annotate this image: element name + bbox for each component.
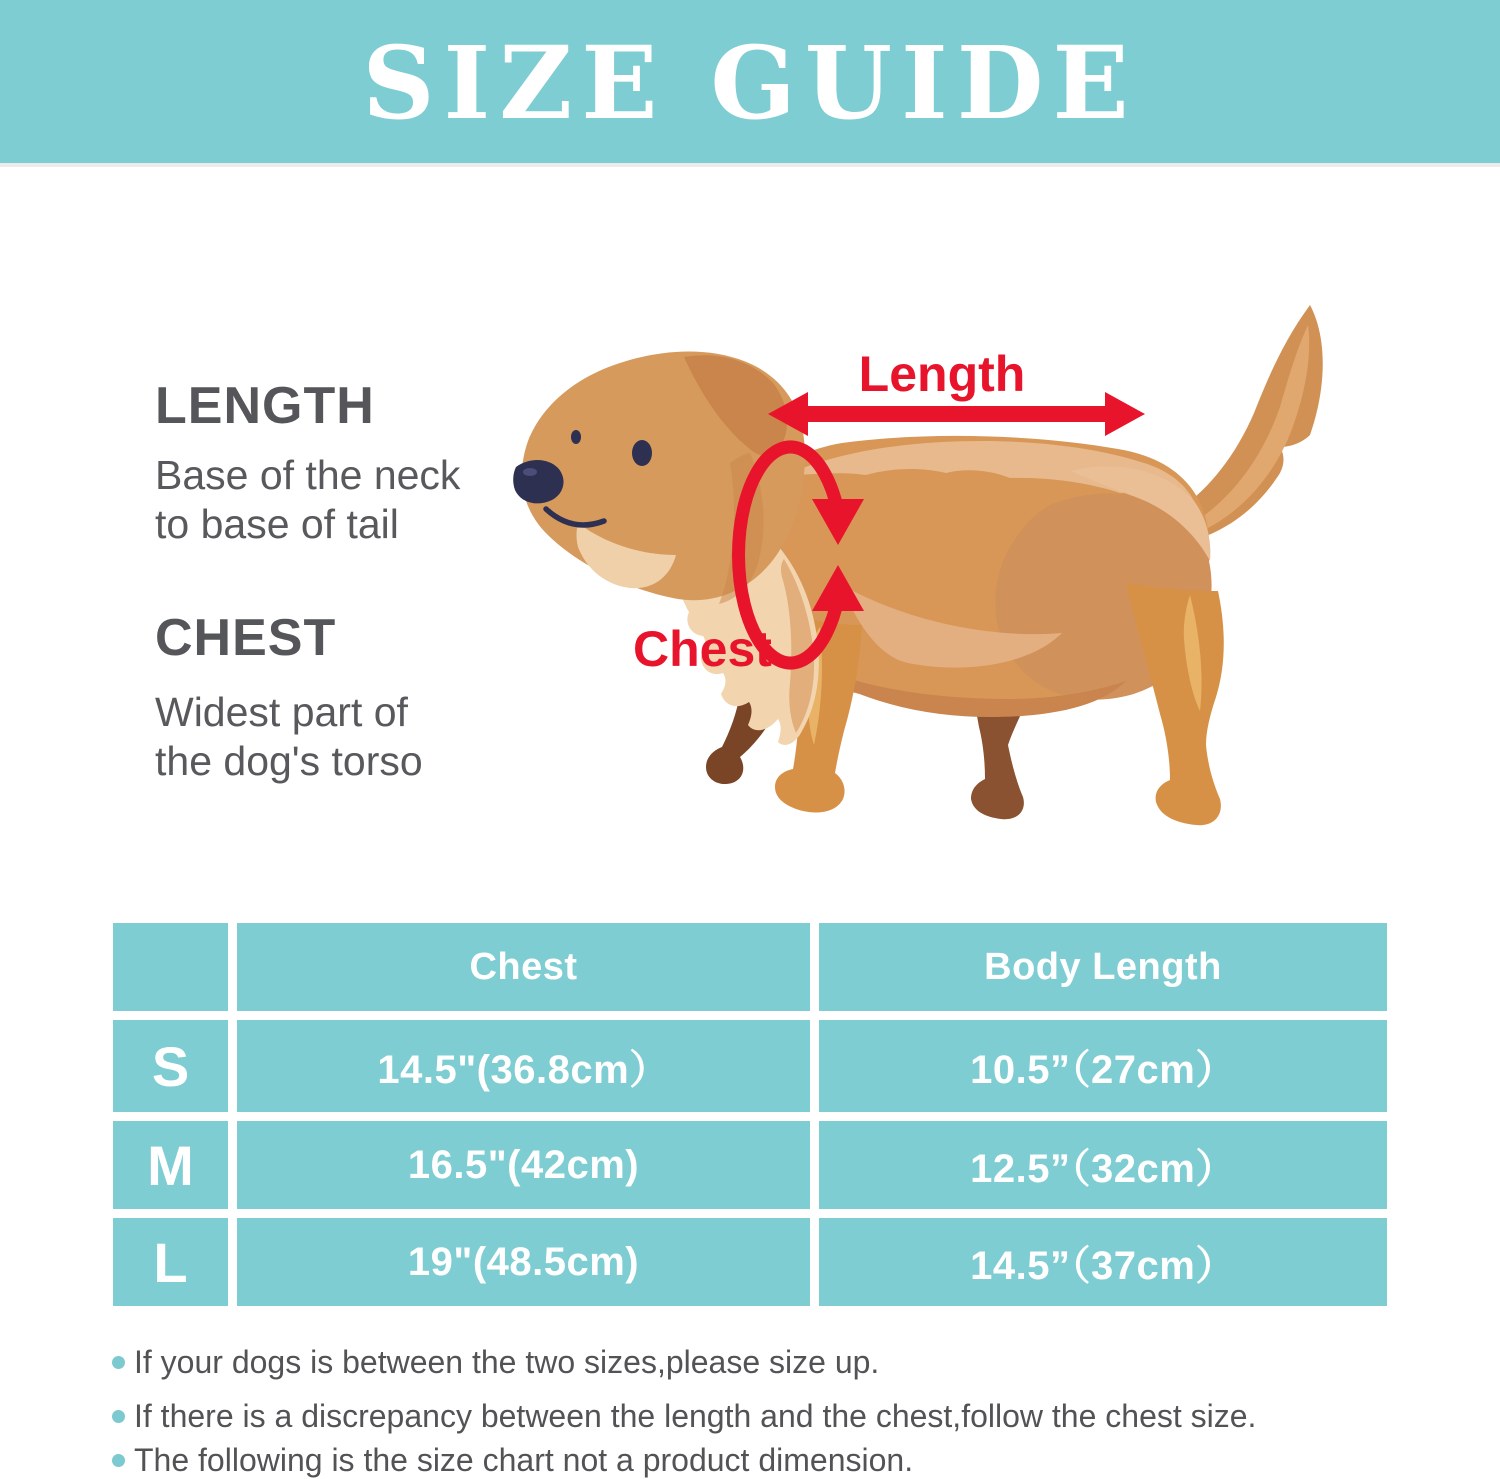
dog-near-rear-leg bbox=[1126, 583, 1224, 825]
note-item bbox=[112, 1440, 913, 1479]
note-item bbox=[112, 1342, 879, 1382]
note-text: The following is the size chart not a product dimension. bbox=[134, 1442, 914, 1478]
bullet-icon bbox=[112, 1356, 125, 1369]
table-row-s-body-length: 10.5”（27cm） bbox=[819, 1020, 1387, 1112]
table-row-s-size: S bbox=[113, 1020, 228, 1112]
chest-measure-label: Chest bbox=[633, 621, 772, 677]
table-header-chest: Chest bbox=[237, 923, 810, 1011]
dog-nose-shine bbox=[523, 468, 537, 476]
table-header-size bbox=[113, 923, 228, 1011]
size-table bbox=[113, 923, 1387, 1306]
chest-description-line1: Widest part of bbox=[155, 689, 408, 735]
table-row-m-chest: 16.5"(42cm) bbox=[237, 1121, 810, 1209]
dog-nose bbox=[513, 460, 563, 503]
table-header-body-length: Body Length bbox=[819, 923, 1387, 1011]
bullet-icon bbox=[112, 1410, 125, 1423]
note-text: If your dogs is between the two sizes,please size up. bbox=[134, 1344, 880, 1380]
table-row-s-chest: 14.5"(36.8cm） bbox=[237, 1020, 810, 1112]
length-measure-label: Length bbox=[858, 346, 1026, 402]
chest-description-line2: the dog's torso bbox=[155, 738, 423, 784]
table-row-m-size: M bbox=[113, 1121, 228, 1209]
length-description bbox=[155, 451, 460, 549]
table-row-l-body-length: 14.5”（37cm） bbox=[819, 1218, 1387, 1306]
table-row-m-body-length: 12.5”（32cm） bbox=[819, 1121, 1387, 1209]
length-description-line2: to base of tail bbox=[155, 501, 399, 547]
header-banner bbox=[0, 0, 1500, 167]
table-row-l-chest: 19"(48.5cm) bbox=[237, 1218, 810, 1306]
length-description-line1: Base of the neck bbox=[155, 452, 461, 498]
dog-eye bbox=[632, 440, 652, 466]
length-term: LENGTH bbox=[155, 377, 375, 435]
dog-illustration bbox=[490, 295, 1410, 895]
page-title: SIZE GUIDE bbox=[362, 23, 1138, 142]
bullet-icon bbox=[112, 1454, 125, 1467]
dog-far-eye bbox=[571, 430, 581, 444]
note-item bbox=[112, 1396, 1256, 1436]
note-text: If there is a discrepancy between the length and the chest,follow the chest size. bbox=[134, 1398, 1257, 1434]
table-row-l-size: L bbox=[113, 1218, 228, 1306]
chest-term: CHEST bbox=[155, 609, 337, 667]
chest-description bbox=[155, 688, 423, 786]
